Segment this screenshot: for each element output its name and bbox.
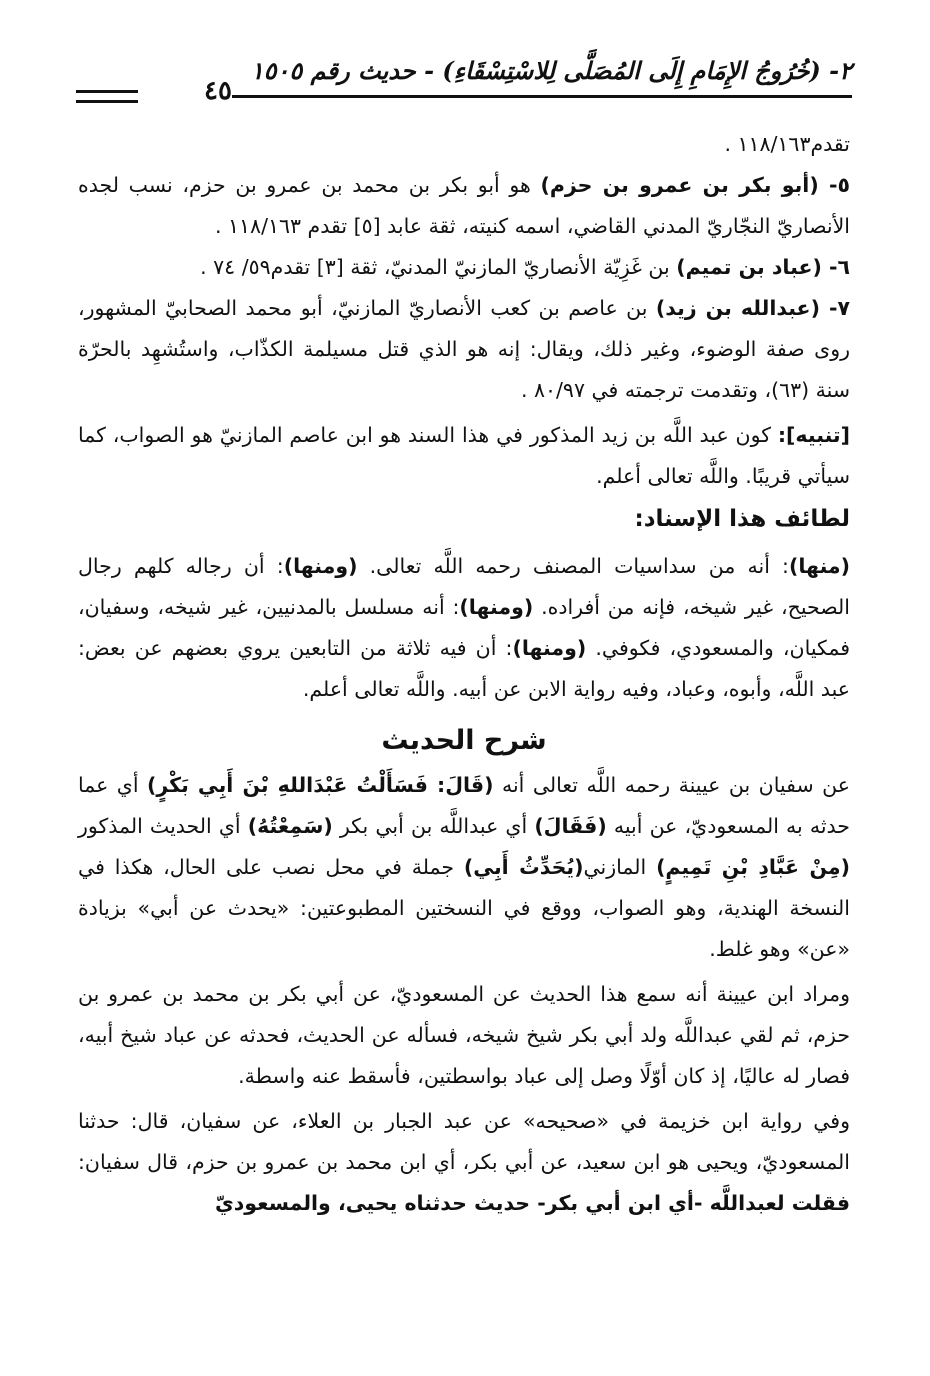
narrator-description: هو أبو بكر بن محمد بن عمرو بن حزم، نسب لجده الأنصاريّ النجّاريّ المدني القاضي، اسمه كنيته، ثقة عابد [٥] تقدم ١١٨/١٦٣ . bbox=[78, 173, 850, 238]
note-continuation: تقدم١١٨/١٦٣ . bbox=[724, 132, 850, 156]
header-double-rule bbox=[76, 90, 138, 103]
point-label: (ومنها) bbox=[512, 636, 587, 660]
commentary-text: جملة في محل نصب على الحال، هكذا في النسخة الهندية، وهو الصواب، ووقع في النسختين المطبوعتين: «يحدث عن أبي» بزيادة «عن» وهو غلط. bbox=[78, 855, 850, 961]
quoted-narration: فقلت لعبداللَّه -أي ابن أبي بكر- حديث حدثناه يحيى، والمسعوديّ bbox=[215, 1191, 850, 1215]
lataif-heading: لطائف هذا الإسناد: bbox=[634, 506, 850, 532]
narrator-note-7 bbox=[78, 288, 850, 411]
running-title: ٢- (خُرُوجُ الإِمَامِ إِلَى المُصَلَّى لِلاسْتِسْقَاءِ) - حديث رقم ١٥٠٥ bbox=[250, 56, 852, 85]
page-body bbox=[78, 124, 850, 1224]
narrator-name: ٥- (أبو بكر بن عمرو بن حزم) bbox=[540, 173, 851, 197]
commentary-text: عن سفيان بن عيينة رحمه اللَّه تعالى أنه bbox=[493, 773, 850, 797]
hadith-quote: (يُحَدِّثُ أَبِي) bbox=[463, 855, 584, 879]
tanbih-text: كون عبد اللَّه بن زيد المذكور في هذا السند هو ابن عاصم المازنيّ هو الصواب، كما سيأتي قريبًا. واللَّه تعالى أعلم. bbox=[78, 423, 850, 488]
point-text: : أنه من سداسيات المصنف رحمه اللَّه تعالى. bbox=[357, 554, 789, 578]
hadith-quote: (سَمِعْتُهُ) bbox=[247, 814, 333, 838]
point-label: (ومنها) bbox=[283, 554, 358, 578]
page-number: ٤٥ bbox=[204, 76, 232, 106]
narrator-note-5 bbox=[78, 165, 850, 247]
page-header bbox=[76, 48, 852, 106]
sharh-paragraph-2: ومراد ابن عيينة أنه سمع هذا الحديث عن المسعوديّ، عن أبي بكر بن محمد بن عمرو بن حزم، ثم لقي عبداللَّه ولد أبي بكر شيخ شيخه، فسأله عن الحديث، فحدثه عن عباد شيخ أبيه، فصار له عاليًا، إذ كان أوّلًا وصل إلى عباد بواسطتين، فأسقط عنه واسطة. bbox=[78, 982, 850, 1088]
hadith-quote: (فَقَالَ) bbox=[534, 814, 607, 838]
narrator-note-6 bbox=[78, 247, 850, 288]
point-label: (ومنها) bbox=[459, 595, 534, 619]
commentary-text: وفي رواية ابن خزيمة في «صحيحه» عن عبد الجبار بن العلاء، عن سفيان، قال: حدثنا المسعوديّ، ويحيى هو ابن سعيد، عن أبي بكر، أي ابن محمد بن عمرو بن حزم، قال سفيان: bbox=[78, 1109, 850, 1174]
narrator-name: ٦- (عباد بن تميم) bbox=[676, 255, 850, 279]
lataif-paragraph bbox=[78, 546, 850, 710]
commentary-text: المازني bbox=[583, 855, 657, 879]
point-text: : أن رجاله كلهم رجال الصحيح، غير شيخه، فإنه من أفراده. bbox=[78, 554, 850, 619]
point-text: : أن فيه ثلاثة من التابعين يروي بعضهم عن بعض: عبد اللَّه، وأبوه، وعباد، وفيه رواية الابن عن أبيه. واللَّه تعالى أعلم. bbox=[78, 636, 850, 701]
commentary-text: أي عبداللَّه بن أبي بكر bbox=[332, 814, 535, 838]
tanbih-label: [تنبيه]: bbox=[777, 423, 850, 447]
narrator-description: بن غَزِيّة الأنصاريّ المازنيّ المدنيّ، ثقة [٣] تقدم٥٩/ ٧٤ . bbox=[200, 255, 677, 279]
tanbih-note bbox=[78, 415, 850, 497]
hadith-quote: (قَالَ: فَسَأَلْتُ عَبْدَاللهِ بْنَ أَبِي بَكْرٍ) bbox=[147, 773, 494, 797]
hadith-quote: (مِنْ عَبَّادِ بْنِ تَمِيمٍ) bbox=[656, 855, 850, 879]
sharh-paragraph-3 bbox=[78, 1101, 850, 1224]
commentary-text: أي الحديث المذكور bbox=[78, 814, 248, 838]
commentary-text: أي عما حدثه به المسعوديّ، عن أبيه bbox=[78, 773, 850, 838]
narrator-description: بن عاصم بن كعب الأنصاريّ المازنيّ، أبو محمد الصحابيّ المشهور، روى صفة الوضوء، وغير ذلك، ويقال: إنه هو الذي قتل مسيلمة الكذّاب، واستُشهِد بالحرّة سنة (٦٣)، وتقدمت ترجمته في ٨٠/٩٧ . bbox=[78, 296, 850, 402]
sharh-paragraph-1 bbox=[78, 765, 850, 970]
point-label: (منها) bbox=[788, 554, 850, 578]
narrator-name: ٧- (عبدالله بن زيد) bbox=[655, 296, 850, 320]
header-rule bbox=[232, 95, 852, 98]
sharh-heading: شرح الحديث bbox=[381, 725, 547, 756]
point-text: : أنه مسلسل بالمدنيين، غير شيخه، وسفيان، فمكيان، والمسعودي، فكوفي. bbox=[78, 595, 850, 660]
